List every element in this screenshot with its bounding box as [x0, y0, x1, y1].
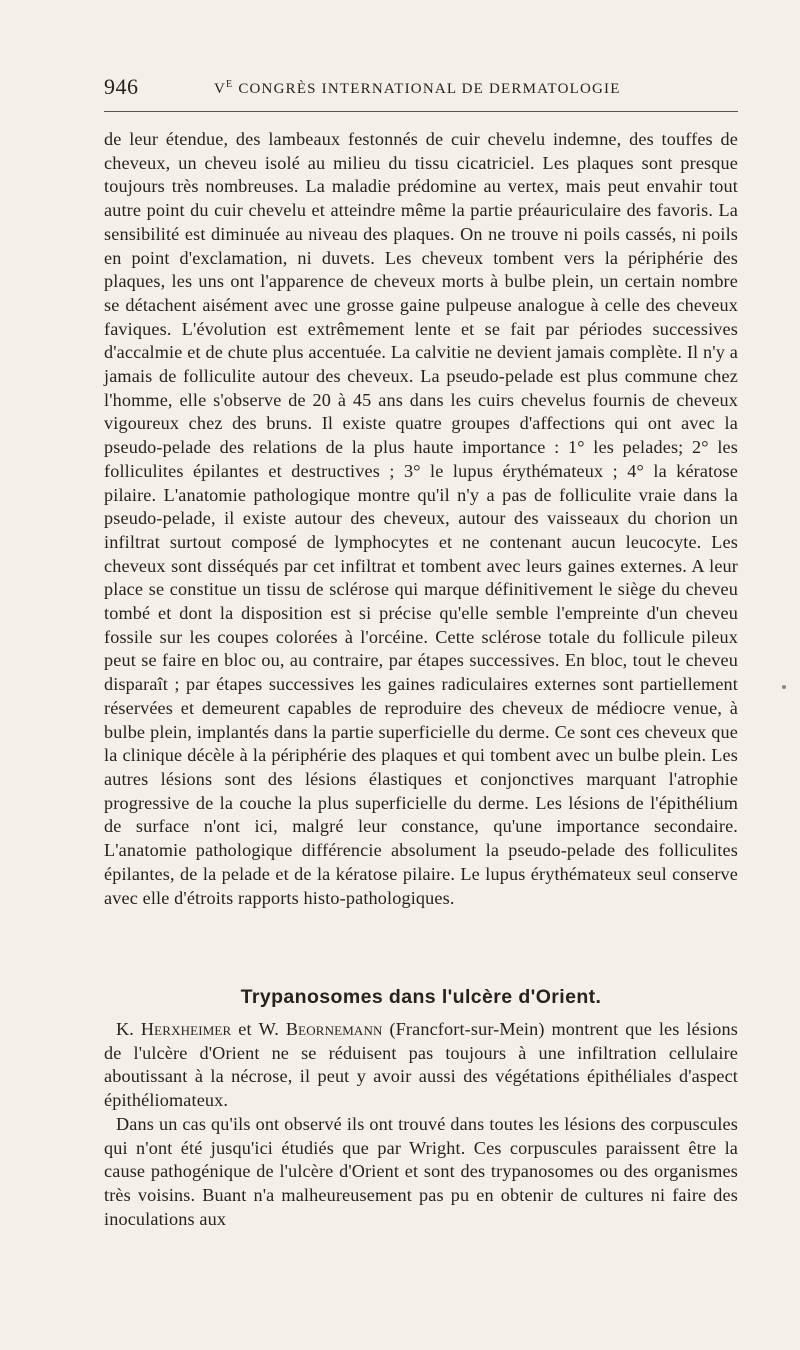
conjunction: et [238, 1019, 252, 1039]
running-head-title: CONGRÈS INTERNATIONAL DE DERMATOLOGIE [238, 81, 621, 97]
section-pseudo-pelade [104, 128, 738, 910]
author-name: W. Beornemann [258, 1019, 383, 1039]
section-heading: Trypanosomes dans l'ulcère d'Orient. [240, 986, 602, 1008]
running-head-superscript: E [226, 79, 234, 90]
running-head-roman: V [214, 81, 227, 97]
author-name: K. Herxheimer [116, 1019, 232, 1039]
paper-speck [782, 685, 786, 689]
page-number: 946 [104, 74, 139, 99]
page-header [104, 74, 738, 102]
paragraph-text: (Francfort-sur-Mein) montrent que les lésions de l'ulcère d'Orient ne se réduisent pas toujours à une infiltration cellulaire aboutissant à la nécrose, il peut y avoir aussi des végétations épithéliales d'aspect épithéliomateux. [104, 1019, 738, 1111]
running-head [214, 79, 621, 98]
body-paragraph: Dans un cas qu'ils ont observé ils ont trouvé dans toutes les lésions des corpuscules qui n'ont été jusqu'ici étudiés que par Wright. Ces corpuscules paraissent être la cause pathogénique de l'ulcère d'Orient et sont des trypanosomes ou des organismes très voisins. Buant n'a malheureusement pas pu en obtenir de cultures ni faire des inoculations aux [104, 1113, 738, 1229]
header-rule [104, 111, 738, 112]
body-paragraph: de leur étendue, des lambeaux festonnés de cuir chevelu indemne, des touffes de cheveux, un cheveu isolé au milieu du tissu cicatriciel. Les plaques sont presque toujours très nombreuses. La maladie prédomine au vertex, mais peut envahir tout autre point du cuir chevelu et atteindre même la partie préauriculaire des favoris. La sensibilité est diminuée au niveau des plaques. On ne trouve ni poils cassés, ni poils en point d'exclamation, ni duvets. Les cheveux tombent vers la périphérie des plaques, les uns ont l'apparence de cheveux morts à bulbe plein, un certain nombre se détachent aisément avec une grosse gaine pulpeuse analogue à celle des cheveux faviques. L'évolution est extrêmement lente et se fait par périodes successives d'accalmie et de chute plus accentuée. La calvitie ne devient jamais complète. Il n'y a jamais de folliculite autour des cheveux. La pseudo-pelade est plus commune chez l'homme, elle s'observe de 20 à 45 ans dans les cuirs chevelus fournis de cheveux vigoureux chez des bruns. Il existe quatre groupes d'affections qui ont avec la pseudo-pelade des relations de la plus haute importance : 1° les pelades; 2° les folliculites épilantes et destructives ; 3° le lupus érythémateux ; 4° la kératose pilaire. L'anatomie pathologique montre qu'il n'y a pas de folliculite vraie dans la pseudo-pelade, il existe autour des cheveux, autour des vaisseaux du chorion un infiltrat surtout composé de lymphocytes et ne contenant aucun leucocyte. Les cheveux sont disséqués par cet infiltrat et tombent avec leurs gaines externes. A leur place se constitue un tissu de sclérose qui marque définitivement le siège du cheveu tombé et dont la disposition est si précise qu'elle semble l'empreinte d'un cheveu fossile sur les coupes colorées à l'orcéine. Cette sclérose totale du follicule pileux peut se faire en bloc ou, au contraire, par étapes successives. En bloc, tout le cheveu disparaît ; par étapes successives les gaines radiculaires externes sont partiellement réservées et demeurent capables de reproduire des cheveux de médiocre venue, à bulbe plein, implantés dans la partie superficielle du derme. Ce sont ces cheveux que la clinique décèle à la périphérie des plaques et qui tombent avec un bulbe plein. Les autres lésions sont des lésions élastiques et conjonctives marquant l'atrophie progressive de la couche la plus superficielle du derme. Les lésions de l'épithélium de surface n'ont ici, malgré leur constance, qu'une importance secondaire. L'anatomie pathologique différencie absolument la pseudo-pelade des folliculites épilantes, de la pelade et de la kératose pilaire. Le lupus érythémateux seul conserve avec elle d'étroits rapports histo-pathologiques. [104, 129, 738, 908]
section-trypanosomes [104, 1018, 738, 1231]
body-paragraph-authors [104, 1018, 738, 1113]
